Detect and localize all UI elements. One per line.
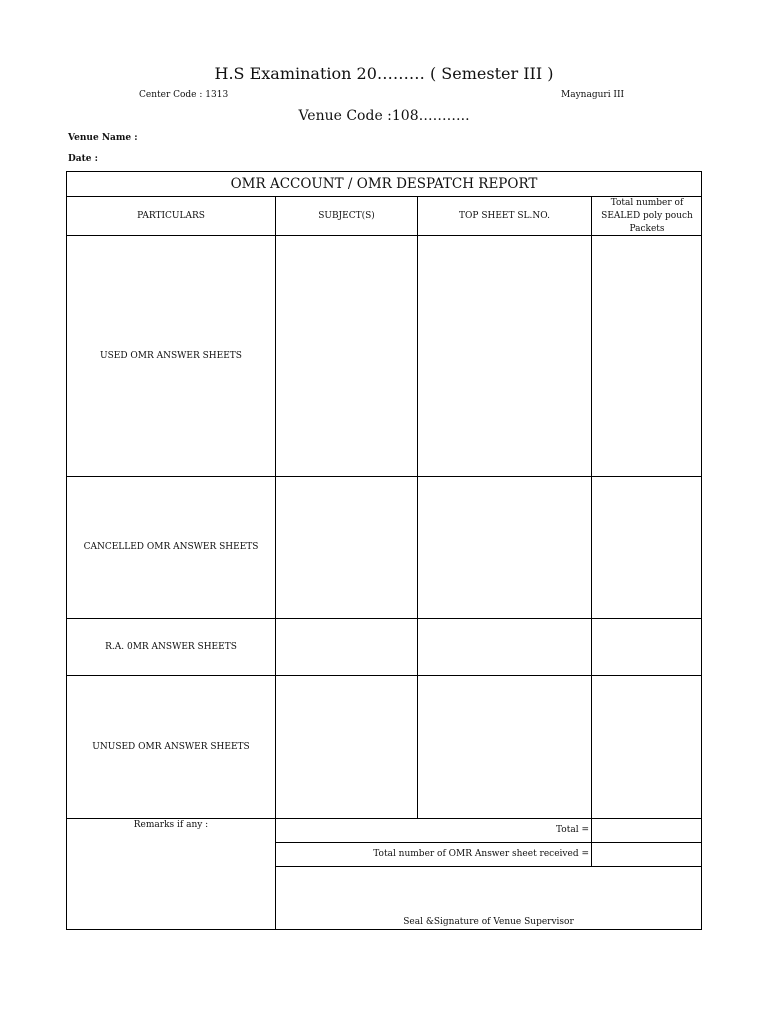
row-label-cancelled: CANCELLED OMR ANSWER SHEETS xyxy=(83,542,259,552)
column-header-particulars: PARTICULARS xyxy=(137,210,205,221)
center-code: Center Code : 1313 xyxy=(139,90,229,100)
column-header-total-packets: Total number of SEALED poly pouch Packets xyxy=(601,197,693,234)
date-label: Date : xyxy=(68,154,98,164)
total-label: Total = xyxy=(556,825,589,835)
venue-name-label: Venue Name : xyxy=(68,133,138,143)
signature-label: Seal &Signature of Venue Supervisor xyxy=(403,917,574,927)
table-border-bottom xyxy=(66,929,702,930)
location-name: Maynaguri III xyxy=(561,90,625,100)
table-border-right xyxy=(701,171,702,930)
row-label-ra: R.A. 0MR ANSWER SHEETS xyxy=(105,641,237,652)
column-header-top-sheet: TOP SHEET SL.NO. xyxy=(459,210,550,221)
remarks-label: Remarks if any : xyxy=(133,820,209,830)
report-title: OMR ACCOUNT / OMR DESPATCH REPORT xyxy=(230,175,538,192)
column-divider xyxy=(417,196,418,819)
column-divider xyxy=(591,196,592,867)
row-label-unused: UNUSED OMR ANSWER SHEETS xyxy=(92,741,250,752)
venue-code: Venue Code :108……….. xyxy=(298,108,470,124)
column-header-subjects: SUBJECT(S) xyxy=(318,210,375,221)
row-label-used: USED OMR ANSWER SHEETS xyxy=(100,350,242,361)
received-label: Total number of OMR Answer sheet received = xyxy=(373,849,589,859)
exam-title: H.S Examination 20……… ( Semester III ) xyxy=(214,64,554,83)
